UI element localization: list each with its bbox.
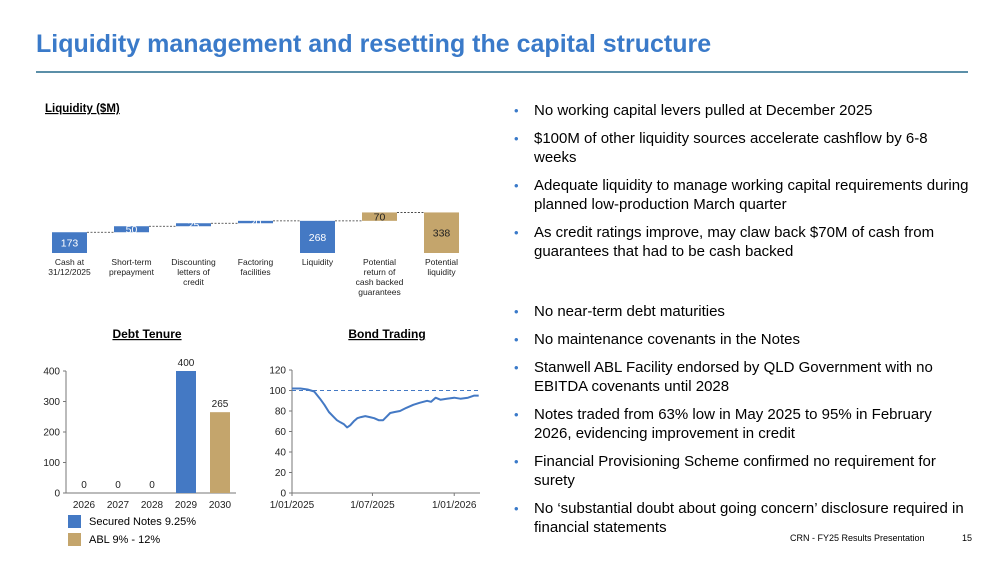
category-label <box>425 257 458 277</box>
data-label: 0 <box>81 480 87 491</box>
y-tick-label: 400 <box>43 366 60 378</box>
x-tick-label: 2029 <box>174 500 198 511</box>
bullet-text: Adequate liquidity to manage working capital requirements during planned low-production March quarter <box>534 177 969 213</box>
bullet-dot: • <box>514 103 519 118</box>
liquidity-waterfall-chart <box>30 95 480 310</box>
bullet-dot: • <box>514 178 519 193</box>
category-label-line: Short-term <box>111 257 152 267</box>
legend-swatch-tan <box>68 533 81 546</box>
legend-label: Secured Notes 9.25% <box>89 515 197 528</box>
legend-swatch-blue <box>68 515 81 528</box>
category-label-line: prepayment <box>109 267 154 277</box>
category-label-line: cash backed <box>355 277 404 287</box>
y-tick-label: 60 <box>274 427 286 438</box>
page-title: Liquidity management and resetting the capital structure <box>36 30 712 58</box>
bullet-item <box>512 223 972 261</box>
bullet-text: No near-term debt maturities <box>534 303 725 320</box>
category-label <box>356 257 404 297</box>
data-label: 0 <box>115 480 121 491</box>
y-tick-label: 20 <box>274 468 286 479</box>
chart-title: Liquidity ($M) <box>45 103 120 115</box>
bullet-text: No maintenance covenants in the Notes <box>534 331 800 348</box>
category-label-line: facilities <box>240 267 271 277</box>
bullet-dot: • <box>514 501 519 516</box>
bullet-item <box>512 358 972 396</box>
bullet-item <box>512 330 972 349</box>
x-tick-label: 2030 <box>208 500 232 511</box>
bullet-text: Notes traded from 63% low in May 2025 to 95% in February 2026, evidencing improvement in credit <box>534 406 932 442</box>
category-label-line: credit <box>183 277 204 287</box>
data-label: 265 <box>211 399 229 411</box>
bullet-text: Stanwell ABL Facility endorsed by QLD Government with no EBITDA covenants until 2028 <box>534 359 933 395</box>
y-tick-label: 100 <box>43 458 60 469</box>
data-label: 0 <box>149 480 155 491</box>
bullet-dot: • <box>514 131 519 146</box>
data-label: 268 <box>308 231 327 244</box>
data-label: 400 <box>177 358 195 369</box>
bullet-text: Financial Provisioning Scheme confirmed no requirement for surety <box>534 453 936 489</box>
data-label: 50 <box>125 224 138 237</box>
bullet-item <box>512 129 972 167</box>
y-tick-label: 120 <box>269 365 286 377</box>
debt-tenure-chart <box>30 320 250 515</box>
category-label-line: return of <box>363 267 396 277</box>
bullet-text: No ‘substantial doubt about going concern’ disclosure required in financial statements <box>534 500 964 536</box>
category-label-line: Potential <box>424 257 459 267</box>
x-tick-label: 1/01/2026 <box>431 500 477 511</box>
category-label <box>48 257 91 277</box>
title-rule <box>36 71 968 73</box>
bullet-item <box>512 452 972 490</box>
x-tick-label: 1/07/2025 <box>350 500 395 511</box>
x-tick-label: 2028 <box>140 500 164 511</box>
y-tick-label: 0 <box>280 488 286 500</box>
y-tick-label: 0 <box>54 488 60 500</box>
bullet-list-liquidity <box>512 101 972 270</box>
bullet-dot: • <box>514 407 519 422</box>
debt-bar <box>176 371 196 493</box>
bullet-item <box>512 499 972 537</box>
y-tick-label: 40 <box>274 447 286 459</box>
category-label <box>171 257 216 287</box>
bullet-dot: • <box>514 304 519 319</box>
data-label: 173 <box>60 237 79 250</box>
category-label <box>238 257 274 277</box>
category-label-line: Factoring <box>237 257 274 267</box>
x-tick-label: 2026 <box>72 500 96 511</box>
category-label-line: Potential <box>362 257 397 267</box>
chart-title: Bond Trading <box>348 327 426 341</box>
y-tick-label: 80 <box>274 406 286 418</box>
bullet-dot: • <box>514 332 519 347</box>
category-label <box>109 257 155 277</box>
category-label-line: Discounting <box>171 257 216 267</box>
bullet-item <box>512 176 972 214</box>
bullet-dot: • <box>514 225 519 240</box>
bond-price-line <box>292 389 479 428</box>
category-label-line: Liquidity <box>301 257 334 267</box>
bullet-item <box>512 302 972 321</box>
chart-title: Debt Tenure <box>112 327 182 341</box>
legend-label: ABL 9% - 12% <box>89 533 161 546</box>
bullet-text: $100M of other liquidity sources accelerate cashflow by 6-8 weeks <box>534 130 928 166</box>
bullet-list-capital <box>512 302 972 546</box>
bullet-dot: • <box>514 454 519 469</box>
bond-trading-chart <box>255 320 495 520</box>
y-tick-label: 300 <box>43 397 60 408</box>
bullet-item <box>512 405 972 443</box>
x-tick-label: 2027 <box>106 500 130 511</box>
bullet-text: No working capital levers pulled at December 2025 <box>534 102 873 119</box>
category-label-line: Cash at <box>54 257 85 267</box>
data-label: 338 <box>432 227 451 240</box>
data-label: 20 <box>249 217 262 230</box>
bullet-dot: • <box>514 360 519 375</box>
category-label-line: liquidity <box>427 267 456 277</box>
footer-text: CRN - FY25 Results Presentation <box>790 533 925 543</box>
legend-abl <box>68 533 160 546</box>
category-label-line: 31/12/2025 <box>48 267 91 277</box>
y-tick-label: 100 <box>269 386 286 397</box>
page-number: 15 <box>962 533 973 543</box>
bullet-text: As credit ratings improve, may claw back $70M of cash from guarantees that had to be cash backed <box>534 224 935 260</box>
data-label: 25 <box>187 219 200 232</box>
bullet-item <box>512 101 972 120</box>
data-label: 70 <box>373 211 386 224</box>
debt-bar <box>210 412 230 493</box>
legend-secured-notes <box>68 515 196 528</box>
x-tick-label: 1/01/2025 <box>269 500 315 511</box>
y-tick-label: 200 <box>43 427 60 439</box>
category-label-line: guarantees <box>358 287 401 297</box>
category-label-line: letters of <box>177 267 210 277</box>
category-label <box>302 257 334 267</box>
